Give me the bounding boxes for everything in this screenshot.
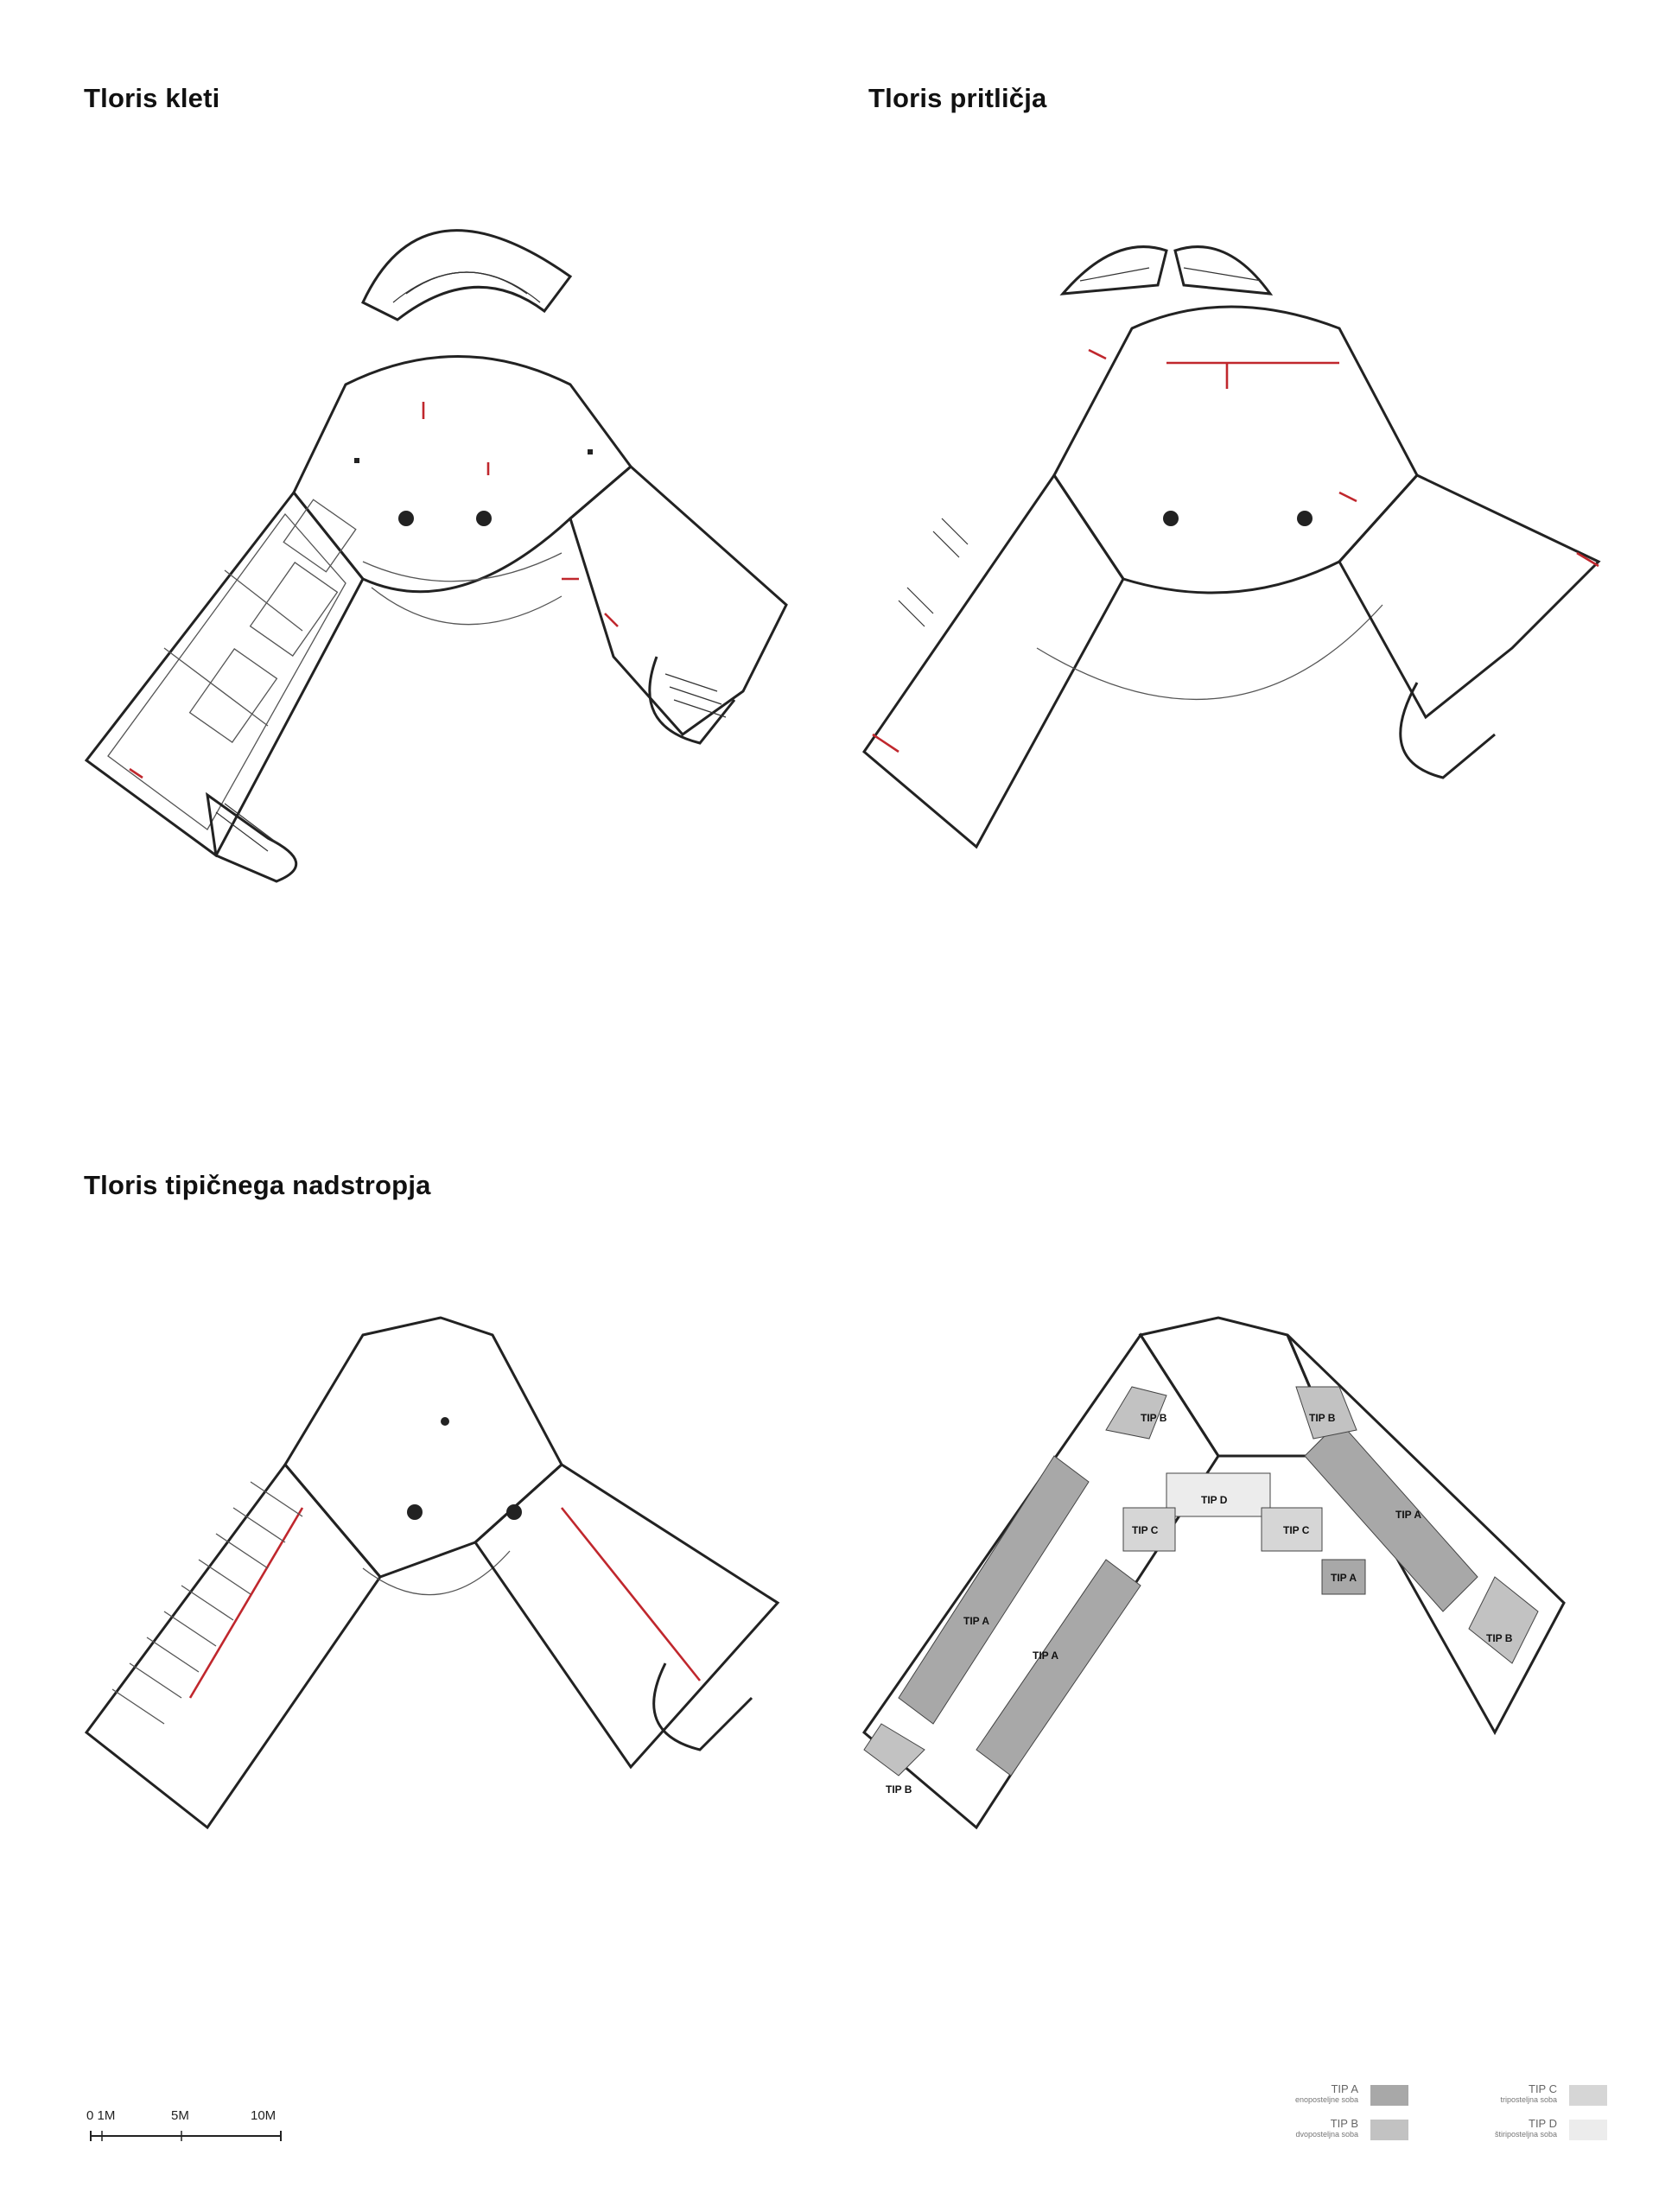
columns [1163,511,1313,526]
legend-sub: dvoposteljna soba [1295,2130,1358,2139]
typical-floor-plan-title: Tloris tipičnega nadstropja [84,1170,431,1200]
room-type-plan [855,1318,1616,1992]
tip-b-label-right: TIP B [1486,1632,1513,1644]
left-wing [864,475,1123,847]
legend-item-tip-a [1244,2082,1408,2110]
room-type-legend [1244,2082,1607,2152]
scale-bar [86,2108,294,2152]
door-markers [873,350,1599,752]
tip-a-label-right: TIP A [1395,1509,1422,1521]
legend-sub: triposteljna soba [1500,2095,1557,2104]
bottom-left-stair [207,795,296,881]
central-hall [294,357,631,625]
left-wing [864,1335,1218,1827]
scale-bar-line [86,2126,294,2152]
right-wing [570,467,786,743]
central-hall [285,1318,562,1595]
left-wing [86,493,363,855]
tip-b-label-bottom-left: TIP B [886,1783,912,1796]
tip-c-label-left: TIP C [1132,1524,1159,1536]
legend-name: TIP C [1529,2082,1557,2095]
storage-racks [190,499,356,742]
ground-floor-plan-title: Tloris pritličja [868,83,1047,113]
legend-name: TIP B [1330,2117,1358,2130]
legend-swatch [1569,2120,1607,2140]
scale-label-10m: 10M [251,2108,276,2123]
tip-a-label-center: TIP A [1033,1649,1059,1662]
tip-b-label-top-right: TIP B [1309,1412,1336,1424]
scale-label-0: 0 1M [86,2108,116,2123]
basement-floor-plan [78,173,821,881]
legend-sub: štiriposteljna soba [1494,2130,1557,2139]
basement-plan-title: Tloris kleti [84,83,220,113]
legend-swatch [1569,2085,1607,2106]
columns [407,1417,522,1520]
legend-item-tip-b [1244,2117,1408,2145]
right-wing [1339,475,1599,778]
left-wing [86,1465,380,1827]
legend-swatch [1370,2120,1408,2140]
tip-c-label-right: TIP C [1283,1524,1310,1536]
columns [354,449,593,526]
legend-swatch [1370,2085,1408,2106]
tip-a-label-small: TIP A [1331,1572,1357,1584]
tip-d-label: TIP D [1201,1494,1228,1506]
legend-item-tip-d [1443,2117,1607,2145]
tip-b-label-top-left: TIP B [1141,1412,1167,1424]
legend-sub: enoposteljne soba [1294,2095,1358,2104]
legend-name: TIP A [1331,2082,1358,2095]
ground-floor-plan [855,233,1616,890]
tip-b-room-bottom-left [864,1724,925,1776]
legend-item-tip-c [1443,2082,1607,2110]
top-apse [363,231,570,320]
top-apse [1063,247,1270,294]
scale-label-5m: 5M [171,2108,189,2123]
tip-b-room-right [1469,1577,1538,1663]
tip-a-label-left: TIP A [963,1615,990,1627]
right-wing [1287,1335,1564,1732]
typical-floor-plan [78,1318,821,1992]
legend-name: TIP D [1529,2117,1557,2130]
